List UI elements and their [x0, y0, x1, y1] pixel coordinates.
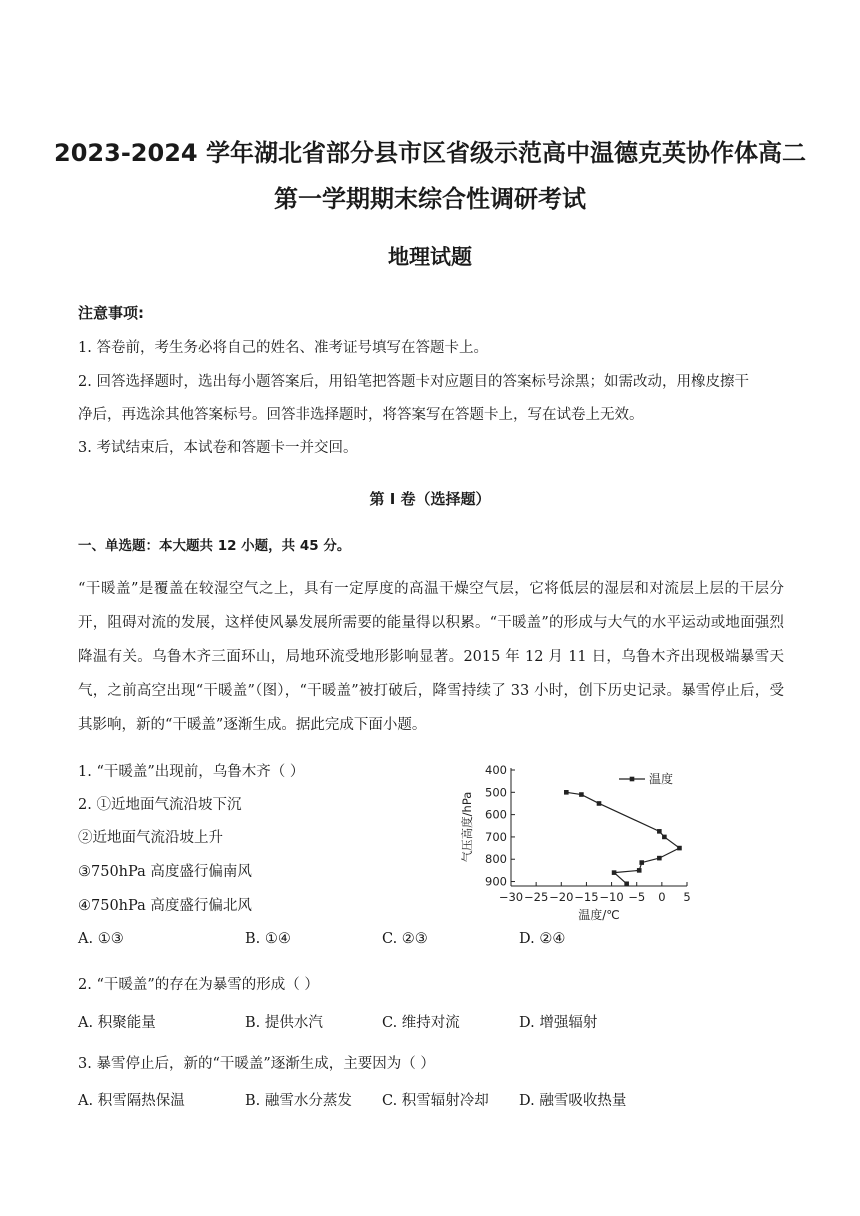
q1-option-b[interactable]: B. ①④ [245, 931, 291, 947]
q2-option-b[interactable]: B. 提供水汽 [245, 1015, 323, 1031]
notice-item-2: 2. 回答选择题时，选出每小题答案后，用铅笔把答题卡对应题目的答案标号涂黑；如需改动，用橡皮擦干 [78, 374, 749, 390]
chart-x-axis-label: 温度/℃ [578, 908, 620, 922]
y-tick-label: 800 [485, 852, 507, 867]
x-tick-label: −20 [549, 890, 574, 904]
data-point [612, 870, 617, 875]
data-point [657, 829, 662, 834]
x-tick-label: −10 [599, 890, 624, 904]
subject-title: 地理试题 [388, 245, 472, 269]
y-tick-label: 600 [485, 807, 507, 822]
notice-item-1: 1. 答卷前，考生务必将自己的姓名、准考证号填写在答题卡上。 [78, 340, 488, 356]
chart-legend [619, 771, 673, 786]
x-tick-label: 5 [683, 890, 691, 904]
notice-heading: 注意事项: [78, 304, 144, 322]
q1-option-d[interactable]: D. ②④ [519, 931, 566, 947]
exam-title-line1: 2023-2024 学年湖北省部分县市区省级示范高中温德克英协作体高二 [54, 139, 806, 167]
exam-title-line2: 第一学期期末综合性调研考试 [274, 185, 586, 213]
reading-passage: “干暖盖”是覆盖在较湿空气之上，具有一定厚度的高温干燥空气层，它将低层的湿层和对流层上层的干层分开，阻碍对流的发展，这样使风暴发展所需要的能量得以积累。“干暖盖”的形成与大气的水平运动或地面强烈降温有关。乌鲁木齐三面环山，局地环流受地形影响显著。2015 年 12 月 11 日，乌鲁木齐出现极端暴雪天气，之前高空出现“干暖盖”（图），“干暖盖”被打破后，降雪持续了 33 小时，创下历史记录。暴雪停止后，受其影响，新的“干暖盖”逐渐生成。据此完成下面小题。 [78, 581, 784, 733]
y-tick-label: 400 [485, 763, 507, 777]
q1-line-4: ④750hPa 高度盛行偏北风 [78, 898, 252, 914]
notice-item-3: 3. 考试结束后，本试卷和答题卡一并交回。 [78, 440, 358, 456]
q3-stem: 3. 暴雪停止后，新的“干暖盖”逐渐生成，主要因为（ ） [78, 1056, 435, 1072]
data-point [657, 856, 662, 861]
x-tick-label: −5 [628, 890, 646, 904]
q1-option-c[interactable]: C. ②③ [382, 931, 428, 947]
chart-y-axis-label: 气压高度/hPa [460, 791, 474, 863]
q1-line-2: ②近地面气流沿坡上升 [78, 830, 223, 846]
data-point [637, 868, 642, 873]
data-point [564, 790, 569, 795]
x-tick-label: −30 [498, 890, 524, 904]
q2-option-d[interactable]: D. 增强辐射 [519, 1015, 598, 1031]
part-heading: 一、单选题：本大题共 12 小题，共 45 分。 [78, 538, 351, 554]
chart-series [564, 790, 682, 886]
y-tick-label: 900 [485, 874, 507, 889]
q1-option-a[interactable]: A. ①③ [78, 931, 124, 947]
q2-stem: 2. “干暖盖”的存在为暴雪的形成（ ） [78, 977, 319, 993]
q1-line-3: ③750hPa 高度盛行偏南风 [78, 864, 252, 880]
data-point [662, 835, 667, 840]
section-title: 第 I 卷（选择题） [369, 490, 491, 508]
data-point [639, 860, 644, 865]
q1-line-1: 2. ①近地面气流沿坡下沉 [78, 797, 242, 813]
data-point [597, 801, 602, 806]
x-tick-label: −25 [524, 890, 549, 904]
q3-option-c[interactable]: C. 积雪辐射冷却 [382, 1093, 489, 1109]
data-point [579, 792, 584, 797]
q2-option-a[interactable]: A. 积聚能量 [78, 1015, 156, 1031]
temperature-profile-chart [455, 760, 715, 925]
q3-option-a[interactable]: A. 积雪隔热保温 [78, 1093, 185, 1109]
q3-option-b[interactable]: B. 融雪水分蒸发 [245, 1093, 352, 1109]
q3-option-d[interactable]: D. 融雪吸收热量 [519, 1093, 627, 1109]
data-point [677, 846, 682, 851]
data-point [624, 881, 629, 886]
legend-marker [630, 777, 635, 782]
notice-item-2-cont: 净后，再选涂其他答案标号。回答非选择题时，将答案写在答题卡上，写在试卷上无效。 [78, 407, 644, 423]
x-tick-label: −15 [574, 890, 599, 904]
x-tick-label: 0 [658, 890, 666, 904]
legend-label: 温度 [649, 772, 674, 786]
q1-stem: 1. “干暖盖”出现前，乌鲁木齐（ ） [78, 764, 305, 780]
y-tick-label: 700 [485, 829, 507, 844]
y-tick-label: 500 [485, 785, 507, 800]
q2-option-c[interactable]: C. 维持对流 [382, 1015, 460, 1031]
